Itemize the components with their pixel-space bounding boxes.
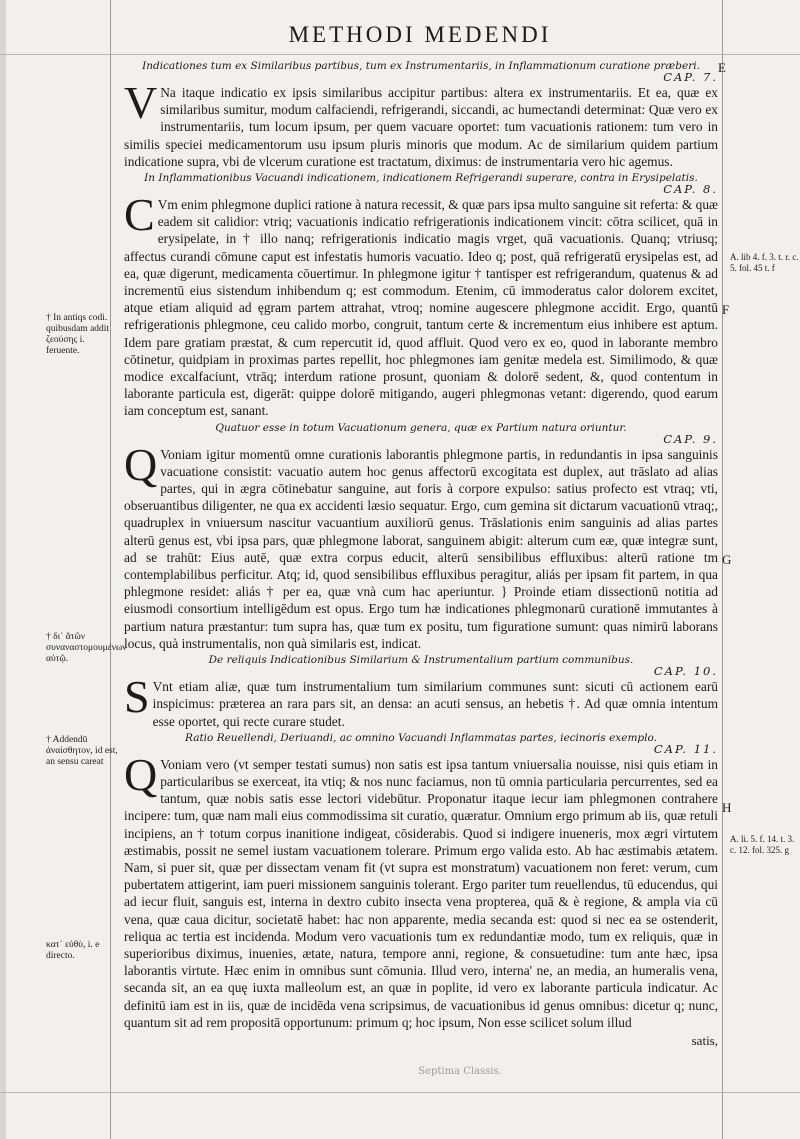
margin-letter-f: F (722, 302, 730, 317)
main-text-column (124, 58, 718, 1049)
right-column-rule (722, 0, 723, 1139)
section-cap-8 (124, 172, 718, 420)
drop-cap: Q (124, 748, 158, 800)
drop-cap: C (124, 189, 155, 241)
paragraph-text: Vm enim phlegmone duplici ratione à natura recessit, & quæ pars ipsa multo sanguine sit referta: & quæ eadem sit calidior: vtriq; vacuationis indicatio refrigerationis indicationem vincit: cōtra scilicet, quā in erysipelate, in † illo nanq; refrigerationis indicatio magis vrget, quā vacuationis. Quanq; vtriusq; affectus curandi cōmune caput est infestatis humoris vacuatio. Ideo q; post, quā refrigeratū erysipelas est, ad ea, quæ digerunt, medicamenta cōuertimur. In phlegmone igitur † tantisper est refrigerandum, quatenus & ad incrementū eius sistendum inhibendum q; est commodum. Etenim, cū immoderatus calor dolorem excitet, atque etiam aliquid ad ęgram partem attrahat, vtroq; nomine augescere phlegmone accidit. Ergo, quantū refrigerationis phlegmone, ceu calido morbo, congruit, tantum certe & incrementum eius inhibere est aptum. Idem pare gratiam præstat, & cum repercutit id, quod affluit. Quod vero ex eo, quod in laborante membro cōtinetur, quidpiam in proximas partes repellit, hoc phlegmones iam genitæ medela est. Similimodo, & quæ modice excalfaciunt, vtrāq; interdum ratione prosunt, quoniam & dolorē sedent, &, quod contentum in laborante particula est, digerāt: quippe dolorē mitigando, augeri phlegmonas vetant: digerendo, quod earum iam conceptum est, sanant. (124, 197, 718, 419)
margin-note-1: † In antiqs codi. quibusdam addit ζεούσης i. feruente. (46, 313, 110, 356)
margin-reference-2: A. li. 5. f. 14. t. 3. c. 12. fol. 325. g (730, 834, 795, 855)
margin-note-3: † Addendū ἀναίσθητον, id est, an sensu careat (46, 735, 118, 767)
chapter-number: CAP. 11. (653, 741, 718, 756)
chapter-number: CAP. 8. (663, 182, 718, 197)
chapter-number: CAP. 7. (663, 70, 718, 84)
section-heading: Indicationes tum ex Similaribus partibus, tum ex Instrumentariis, in Inflammationum curatione præberi. (142, 60, 700, 72)
left-column-rule (110, 0, 111, 1139)
header-rule (0, 54, 800, 55)
paragraph-text: Vnt etiam aliæ, quæ tum instrumentalium tum similarium communes sunt: sicuti cū actionem earū inspicimus: præterea an rara pars sit, an densa: an acuti sensus, an hebetis †. Ad quæ omnia intentum esse oportet, qui recte curare studet. (152, 679, 718, 729)
drop-cap: Q (124, 438, 158, 490)
page-title: METHODI MEDENDI (288, 22, 552, 47)
margin-note-4: κατ᾽ εὐθὺ, i. e directo. (46, 940, 100, 961)
margin-letter-e: E (718, 60, 726, 75)
catchword: satis, (691, 1032, 718, 1048)
page-edge (0, 0, 6, 1139)
drop-cap: V (124, 77, 158, 128)
margin-letter-g: G (722, 552, 732, 567)
section-cap-7 (124, 60, 718, 170)
margin-letter-h: H (722, 800, 732, 815)
margin-note-2: † δι᾽ ἅτῶν συναναστομουμένων αὐτῷ. (46, 632, 127, 664)
chapter-number: CAP. 9. (663, 431, 718, 446)
chapter-number: CAP. 10. (653, 664, 718, 679)
section-heading: Ratio Reuellendi, Deriuandi, ac omnino Vacuandi Inflammatas partes, iecinoris exemplo. (185, 731, 657, 744)
section-cap-10 (124, 654, 718, 730)
section-heading: Quatuor esse in totum Vacuationum genera, quæ ex Partium natura oriuntur. (215, 421, 627, 434)
bottom-rule (0, 1092, 800, 1093)
section-cap-11 (124, 732, 718, 1031)
section-cap-9 (124, 422, 718, 652)
drop-cap: S (124, 671, 150, 723)
section-heading: De reliquis Indicationibus Similarium & Instrumentalium partium communibus. (208, 654, 634, 667)
margin-reference-1: A. lib 4. f. 3. t. r. c. 5. fol. 45 t. f (730, 252, 799, 273)
bleed-through-footer: Septima Classis. (418, 1066, 502, 1077)
section-heading: In Inflammationibus Vacuandi indicationem, indicationem Refrigerandi superare, contra in Erysipelatis. (144, 172, 698, 185)
paragraph-text: Voniam igitur momentū omne curationis laborantis phlegmone partis, in redundantis in ipsa sanguinis vacuatione consistit: vacuatio autem hoc genus affectorū excogitata est duplex, aut trāslato ad alias partes, qui in ægra cōtinebatur sanguine, aut foris à corpore expulso: satius profecto est vtraq; vti, obseruantibus diligenter, ne qua ex accidenti læsio sequatur. Ergo, cum gemina sit dictarum vacuationū vtraq;, quadruplex in vniuersum nascitur vacuantium auxiliorū genus. Trāslationis enim sanguinis ad alias partes alterū genus est, vbi ipsa pars, quæ phlegmone laborat, sanguinem abigit: alterum cum eæ, quæ integræ sunt, ad se trahūt: Eius autē, quæ extra corpus educit, alterū sensibilibus effluxibus: alterū ratione tm contemplabilibus perficitur. Atq; id, quod sensibilibus effluxibus peragitur, aliás per ipsam fit partem, in qua phlegmone residet: aliás † per ea, quæ vnà cum hac aperiuntur. } Proinde etiam dissectionū notitia ad eiusmodi consortium intelligēdum est opus. Ergo tum hæ indicationes phlegmonarū curationē immutantes à partium natura præstantur: tum supra has, quæ tum ex positu, tum figuratione sumunt: quas nimirū laborans locus, quà instrumentalis, non quà similaris est, indicat. (124, 446, 718, 651)
paragraph-text: Voniam vero (vt semper testati sumus) non satis est ipsa tantum vniuersalia nouisse, nisi quis etiam in particularibus se exerceat, ita vtiq; & nos nunc faciamus, non tū omnia particularia percurrentes, sed ea tantum, quæ nobis satis esse lectori videbūtur. Proponatur itaque iecur iam phlegmonen contrahere incipere: tum, quæ nam mali eius commodissima sit curatio, quæratur. Omnium ergo primum ab iis, quæ retuli incipiens, an † totum corpus inanitione indigeat, cōsiderabis. Quod si indigere inueneris, mox ægri virtutem æstimabis, possit ne semel iustam vacuationem tolerare. Primum ergo valida esto. Ab hac æstimabis ætatem. Nam, si puer sit, quæ per dissectam venam fit (vt supra est monstratum) vacuationem non feret: verum, cum pubertatem attigerint, iam pueri missionem sanguinis tolerant. Ergo pariter tum reuellendus, tū educendus, qui ad iecur fluit, sanguis est, interna in dextro cubito insecta vena propterea, quā & è regione, & ampla via cū vena, quæ caua dicitur, societatē habet: hac non apparente, media secanda est: quod si nec ea se ostenderit, reliqua ac tertia est incidenda. Modum vero vacuationis tum ex redundantiæ modo, tum ex reliquis, quæ in superioribus diximus, inuenies, ætate, natura, tempore anni, regione, & consuetudine: tum ante hæc, ipsa laborantis virtute. Hæc enim in omnibus sunt cōmunia. Illud vero, interna' ne, an media, an humeralis vena, secanda sit, an ea quę iuxta malleolum est, an quæ in poplite, id vero ex laborante particula indicatur. Ac definitū iam est in iis, quæ de incidēda vena scripsimus, de vacuationibus id genus omnibus: dicetur q; nunc, quantum sit ad rem propositā opportunum: primum q; hoc ipsum, Non esse scilicet solum illud (124, 756, 718, 1030)
paragraph-text: Na itaque indicatio ex ipsis similaribus accipitur partibus: altera ex instrumentariis. Et ea, quæ ex similaribus sumitur, modum calfaciendi, refrigerandi, siccandi, ac humectandi determinat: Quæ vero ex instrumentariis, tum locum ipsum, per quem vacuare oportet: tum vacuationis rationem: tum vero in similis speciei medicamentorum usu ipsum pluris minoris que modum. Ac de similarium quidem partium indicatione supra, vbi de vlcerum curatione est tractatum, diximus: de instrumentaria vero hic agemus. (124, 85, 718, 169)
